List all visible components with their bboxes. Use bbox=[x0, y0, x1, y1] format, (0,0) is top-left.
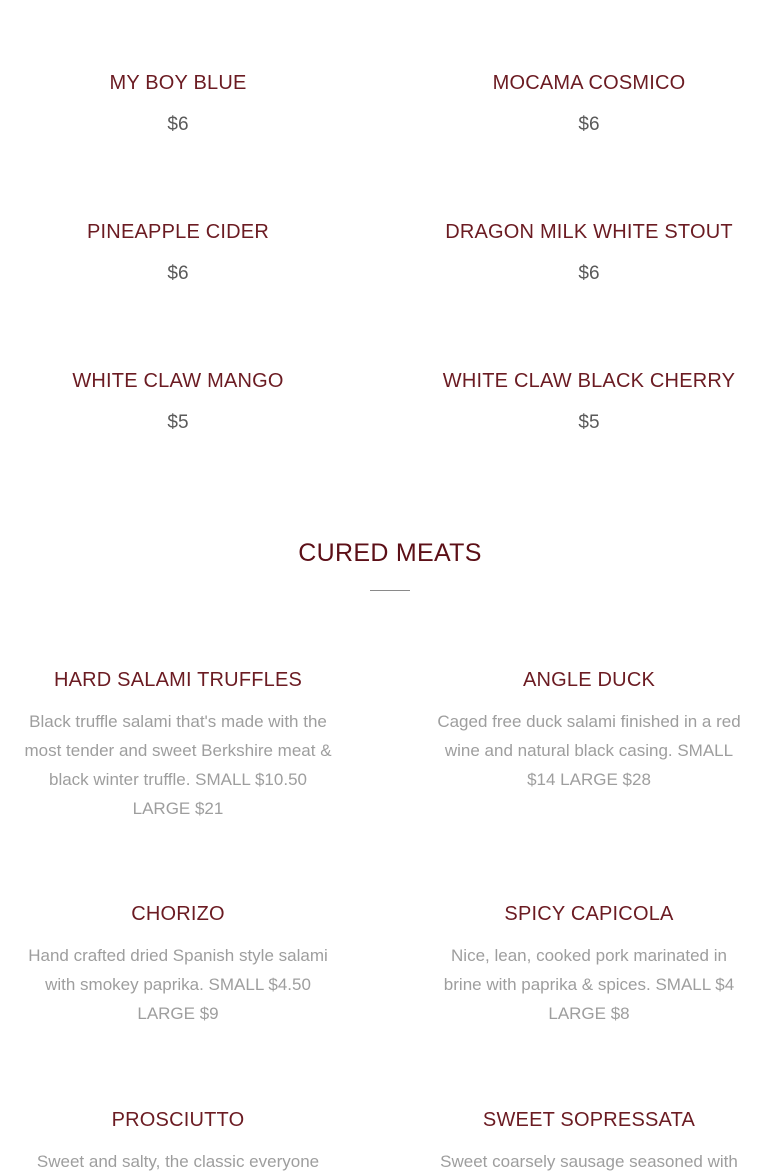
item-price: $5 bbox=[578, 412, 600, 433]
item-name: MOCAMA COSMICO bbox=[492, 72, 686, 94]
item-description: Black truffle salami that's made with the most tender and sweet Berkshire meat & black winter truffle. SMALL $10.50 LARGE $21 bbox=[24, 712, 332, 818]
menu-item-white-claw-black-cherry bbox=[429, 369, 749, 435]
item-name: PINEAPPLE CIDER bbox=[87, 221, 269, 243]
item-description: Caged free duck salami finished in a red wine and natural black casing. SMALL $14 LARGE $28 bbox=[437, 712, 741, 789]
item-description: Sweet coarsely sausage seasoned with bbox=[440, 1152, 738, 1171]
item-name: CHORIZO bbox=[131, 903, 225, 925]
item-price: $6 bbox=[578, 114, 600, 135]
menu-item-sweet-sopressata bbox=[429, 1108, 749, 1176]
item-price: $5 bbox=[167, 412, 189, 433]
item-name: SWEET SOPRESSATA bbox=[482, 1109, 696, 1131]
item-name: MY BOY BLUE bbox=[109, 72, 247, 94]
section-divider bbox=[370, 590, 410, 591]
section-title: CURED MEATS bbox=[298, 539, 482, 567]
item-name: WHITE CLAW MANGO bbox=[72, 370, 284, 392]
menu-item-angle-duck bbox=[429, 668, 749, 794]
menu-item-pineapple-cider bbox=[18, 220, 338, 286]
menu-item-spicy-capicola bbox=[429, 902, 749, 1028]
item-description: Hand crafted dried Spanish style salami with smokey paprika. SMALL $4.50 LARGE $9 bbox=[28, 946, 328, 1023]
menu-item-my-boy-blue bbox=[18, 71, 338, 137]
menu-item-dragon-milk-white-stout bbox=[429, 220, 749, 286]
menu-item-chorizo bbox=[18, 902, 338, 1028]
item-price: $6 bbox=[167, 114, 189, 135]
item-name: WHITE CLAW BLACK CHERRY bbox=[442, 370, 736, 392]
item-name: DRAGON MILK WHITE STOUT bbox=[445, 221, 733, 243]
item-description: Sweet and salty, the classic everyone bbox=[36, 1152, 320, 1171]
menu-item-white-claw-mango bbox=[18, 369, 338, 435]
item-name: ANGLE DUCK bbox=[522, 669, 656, 691]
menu-item-mocama-cosmico bbox=[429, 71, 749, 137]
item-name: HARD SALAMI TRUFFLES bbox=[53, 669, 303, 691]
item-description: Nice, lean, cooked pork marinated in brine with paprika & spices. SMALL $4 LARGE $8 bbox=[443, 946, 735, 1023]
menu-item-prosciutto bbox=[18, 1108, 338, 1176]
item-price: $6 bbox=[167, 263, 189, 284]
menu-item-hard-salami-truffles bbox=[18, 668, 338, 823]
item-name: SPICY CAPICOLA bbox=[504, 903, 674, 925]
item-price: $6 bbox=[578, 263, 600, 284]
item-name: PROSCIUTTO bbox=[111, 1109, 245, 1131]
